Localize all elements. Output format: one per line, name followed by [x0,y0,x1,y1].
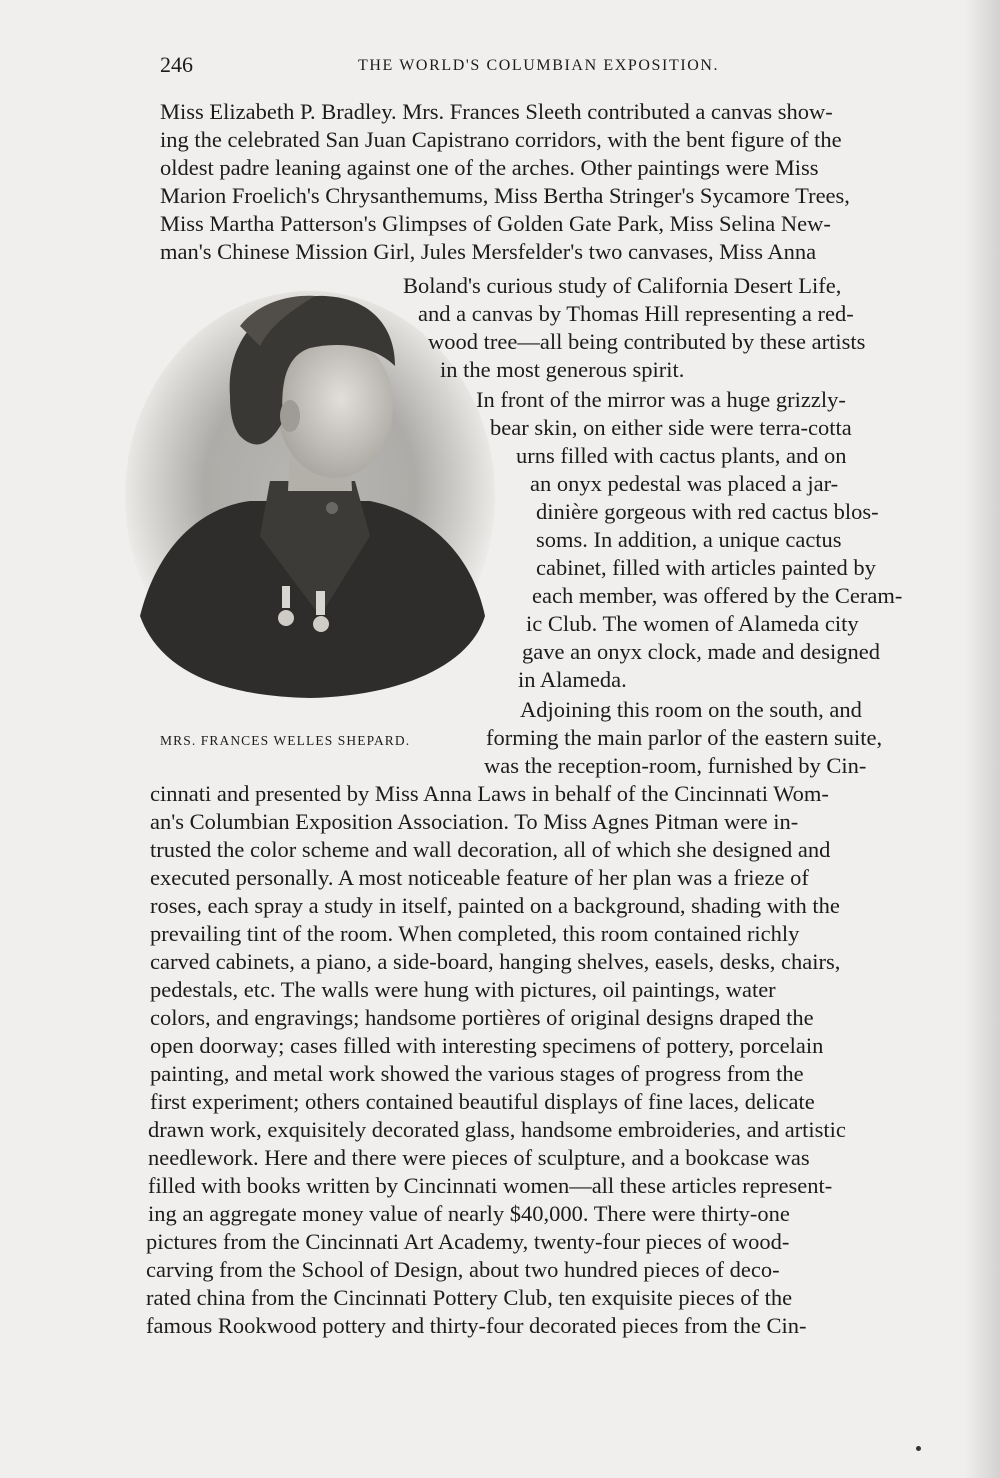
text-line: urns filled with cactus plants, and on [516,443,847,468]
text-line: Boland's curious study of California Desert Life, [403,273,842,298]
text-line: dinière gorgeous with red cactus blos- [536,499,879,524]
text-line: ic Club. The women of Alameda city [526,611,859,636]
page-edge-shadow [964,0,1000,1478]
text-line: was the reception-room, furnished by Cin- [484,753,867,778]
text-line: first experiment; others contained beautiful displays of fine laces, delicate [150,1089,815,1114]
text-line: carving from the School of Design, about two hundred pieces of deco- [146,1257,780,1282]
portrait-caption: MRS. FRANCES WELLES SHEPARD. [160,733,411,748]
text-line: pedestals, etc. The walls were hung with pictures, oil paintings, water [150,977,776,1002]
text-line: rated china from the Cincinnati Pottery Club, ten exquisite pieces of the [146,1285,793,1310]
text-line: needlework. Here and there were pieces of sculpture, and a bookcase was [148,1145,810,1170]
text-line: painting, and metal work showed the various stages of progress from the [150,1061,804,1086]
text-line: ing the celebrated San Juan Capistrano corridors, with the bent figure of the [160,127,842,152]
text-line: In front of the mirror was a huge grizzly- [476,387,846,412]
text-line: cabinet, filled with articles painted by [536,555,876,580]
text-line: trusted the color scheme and wall decoration, all of which she designed and [150,837,831,862]
text-line: Adjoining this room on the south, and [520,697,862,722]
running-title: THE WORLD'S COLUMBIAN EXPOSITION. [358,57,720,74]
text-line: carved cabinets, a piano, a side-board, hanging shelves, easels, desks, chairs, [150,949,841,974]
page-header [160,52,960,82]
text-line: famous Rookwood pottery and thirty-four decorated pieces from the Cin- [146,1313,807,1338]
text-line: wood tree—all being contributed by these artists [428,329,866,354]
text-line: colors, and engravings; handsome portières of original designs draped the [150,1005,814,1030]
text-line: oldest padre leaning against one of the arches. Other paintings were Miss [160,155,819,180]
text-line: cinnati and presented by Miss Anna Laws in behalf of the Cincinnati Wom- [150,781,829,806]
text-line: soms. In addition, a unique cactus [536,527,842,552]
text-line: gave an onyx clock, made and designed [522,639,881,664]
text-line: ing an aggregate money value of nearly $40,000. There were thirty-one [148,1201,790,1226]
text-line: pictures from the Cincinnati Art Academy, twenty-four pieces of wood- [146,1229,790,1254]
text-line: and a canvas by Thomas Hill representing a red- [418,301,854,326]
text-line: an's Columbian Exposition Association. To Miss Agnes Pitman were in- [150,809,799,834]
text-line: filled with books written by Cincinnati women—all these articles represent- [148,1173,833,1198]
text-line: Marion Froelich's Chrysanthemums, Miss Bertha Stringer's Sycamore Trees, [160,183,850,208]
text-line: Miss Martha Patterson's Glimpses of Golden Gate Park, Miss Selina New- [160,211,831,236]
text-line: bear skin, on either side were terra-cotta [490,415,852,440]
text-line: open doorway; cases filled with interesting specimens of pottery, porcelain [150,1033,824,1058]
page-number: 246 [160,52,193,77]
text-line: Miss Elizabeth P. Bradley. Mrs. Frances Sleeth contributed a canvas show- [160,99,833,124]
text-line: roses, each spray a study in itself, painted on a background, shading with the [150,893,840,918]
text-line: man's Chinese Mission Girl, Jules Mersfelder's two canvases, Miss Anna [160,239,817,264]
text-line: forming the main parlor of the eastern suite, [486,725,883,750]
text-line: an onyx pedestal was placed a jar- [530,471,839,496]
text-line: each member, was offered by the Ceram- [532,583,903,608]
text-line: in the most generous spirit. [440,357,685,382]
text-line: drawn work, exquisitely decorated glass, handsome embroideries, and artistic [148,1117,846,1142]
ink-speck [916,1446,921,1451]
text-line: in Alameda. [518,667,627,692]
text-line: executed personally. A most noticeable feature of her plan was a frieze of [150,865,809,890]
text-line: prevailing tint of the room. When completed, this room contained richly [150,921,800,946]
